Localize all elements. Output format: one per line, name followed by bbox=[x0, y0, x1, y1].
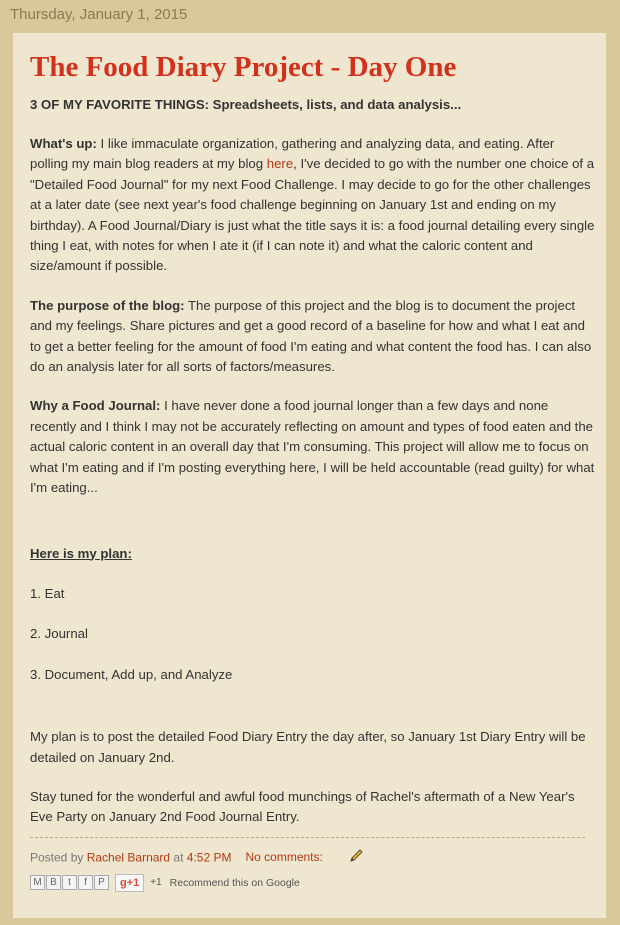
pinterest-icon[interactable]: P bbox=[94, 875, 109, 890]
here-link[interactable]: here bbox=[266, 156, 294, 172]
plan-step: 2. Journal bbox=[30, 626, 88, 642]
share-bar bbox=[30, 873, 606, 893]
post-subhead: 3 OF MY FAVORITE THINGS: Spreadsheets, lists, and data analysis... bbox=[30, 97, 462, 112]
recommend-on-google-text: Recommend this on Google bbox=[169, 876, 300, 889]
timestamp-link[interactable]: 4:52 PM bbox=[186, 850, 232, 865]
facebook-icon[interactable]: f bbox=[78, 875, 93, 890]
posted-by-label: Posted by bbox=[30, 850, 87, 865]
plus-one-count: +1 bbox=[150, 877, 162, 889]
author-link[interactable]: Rachel Barnard bbox=[86, 850, 171, 865]
plan-paragraph: My plan is to post the detailed Food Diary Entry the day after, so January 1st Diary Entry will be detailed on January 2nd. bbox=[30, 729, 586, 765]
purpose-paragraph bbox=[30, 296, 595, 378]
google-plus-button[interactable]: g+1 bbox=[115, 874, 144, 892]
plan-step: 3. Document, Add up, and Analyze bbox=[30, 666, 233, 682]
why-text: I have never done a food journal longer than a few days and none recently and I think I may not be accurately reflecting on amount and types of food eaten and the actual caloric content in an overall day that I'm consuming. This project will allow me to focus on what I'm eating and if I'm posting everything here, I will be held accountable (read guilty) for what I'm eating... bbox=[30, 398, 595, 496]
whats-up-paragraph bbox=[30, 134, 595, 277]
why-paragraph bbox=[30, 396, 595, 498]
purpose-text: The purpose of this project and the blog is to document the project and my feelings. Share pictures and get a good record of a baseline for how and what I eat and to get a better feeling for the amount of food I'm eating and what content the food has. I can also do an analysis later for all sorts of factors/measures. bbox=[30, 297, 592, 375]
blog-post bbox=[13, 33, 606, 918]
post-title[interactable]: The Food Diary Project - Day One bbox=[30, 51, 457, 83]
plan-heading: Here is my plan: bbox=[30, 545, 132, 561]
twitter-icon[interactable]: t bbox=[62, 875, 77, 890]
blogger-icon[interactable]: B bbox=[46, 875, 61, 890]
whats-up-label: What's up: bbox=[30, 136, 97, 151]
email-icon[interactable]: M bbox=[30, 875, 45, 890]
pencil-icon[interactable] bbox=[348, 848, 364, 869]
why-label: Why a Food Journal: bbox=[30, 398, 161, 414]
post-body bbox=[30, 95, 595, 828]
comments-link[interactable]: No comments: bbox=[245, 850, 323, 865]
date-header: Thursday, January 1, 2015 bbox=[10, 6, 188, 23]
stay-tuned-paragraph: Stay tuned for the wonderful and awful food munchings of Rachel's aftermath of a New Year's Eve Party on January 2nd Food Journal Entry. bbox=[30, 788, 575, 825]
whats-up-text-2: , I've decided to go with the number one choice of a "Detailed Food Journal" for my next Food Challenge. I may decide to go for the other challenges at a later date (see next year's food challenge beginning on January 1st and ending on my birthday). A Food Journal/Diary is just what the title says it is: a food journal detailing every single thing I eat, with notes for when I ate it (if I can note it) and what the caloric content and size/amount if possible. bbox=[30, 156, 595, 274]
whats-up-text-1: I like immaculate organization, gathering and analyzing data, and eating. After polling my main blog readers at my blog bbox=[30, 136, 555, 172]
purpose-label: The purpose of the blog: bbox=[30, 297, 185, 313]
post-footer-divider bbox=[30, 837, 585, 838]
post-footer bbox=[30, 848, 606, 866]
plan-step: 1. Eat bbox=[30, 585, 65, 601]
at-label: at bbox=[170, 850, 187, 865]
